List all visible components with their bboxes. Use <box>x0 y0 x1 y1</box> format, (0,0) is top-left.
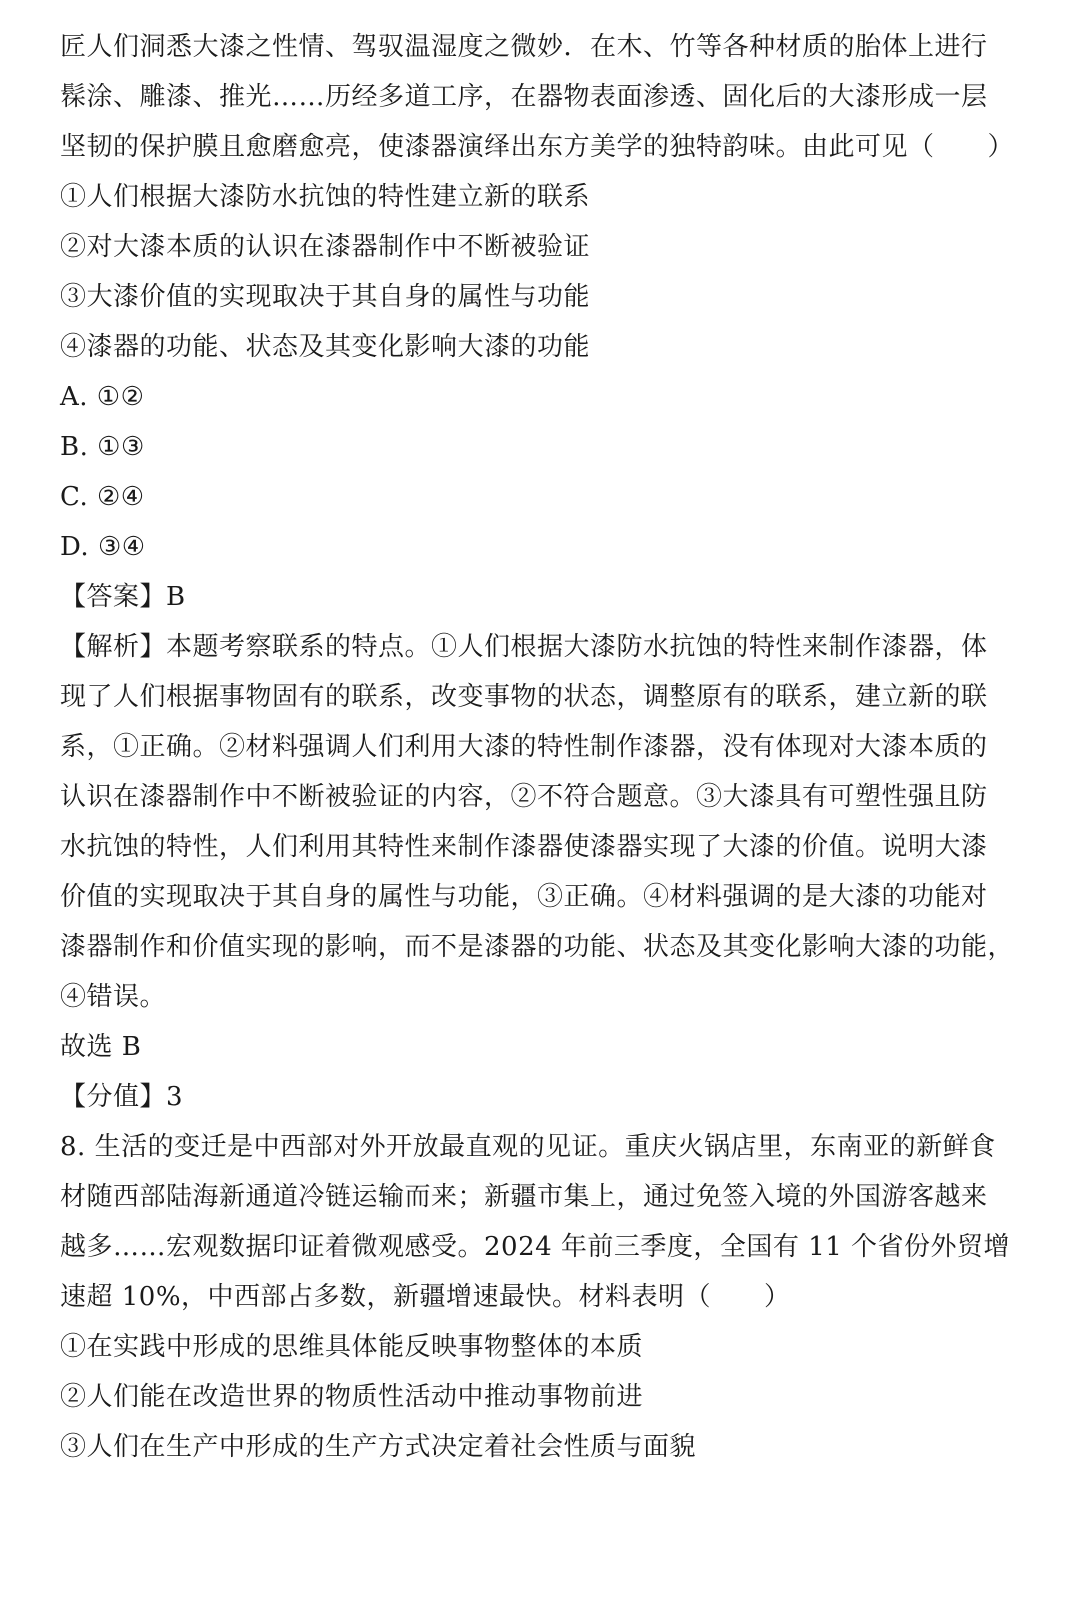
q7-analysis <box>60 622 1015 1022</box>
q7-analysis-line: 现了人们根据事物固有的联系，改变事物的状态，调整原有的联系，建立新的联 <box>60 682 988 712</box>
q8-stem-line: 材随西部陆海新通道冷链运输而来；新疆市集上，通过免签入境的外国游客越来 <box>60 1182 988 1212</box>
q7-statement-4: ④漆器的功能、状态及其变化影响大漆的功能 <box>60 332 591 362</box>
q7-analysis-line: 水抗蚀的特性，人们利用其特性来制作漆器使漆器实现了大漆的价值。说明大漆 <box>60 832 988 862</box>
q8-stem-line: 8. 生活的变迁是中西部对外开放最直观的见证。重庆火锅店里，东南亚的新鲜食 <box>60 1132 996 1162</box>
q7-statement-1: ①人们根据大漆防水抗蚀的特性建立新的联系 <box>60 182 591 212</box>
q8-statement-3: ③人们在生产中形成的生产方式决定着社会性质与面貌 <box>60 1432 697 1462</box>
q7-analysis-line: ④错误。 <box>60 982 167 1012</box>
q8-stem-line: 速超 10%，中西部占多数，新疆增速最快。材料表明（ ） <box>60 1282 791 1312</box>
document-page <box>60 22 1015 1472</box>
q7-analysis-line: 系，①正确。②材料强调人们利用大漆的特性制作漆器，没有体现对大漆本质的 <box>60 732 988 762</box>
q7-stem-line: 坚韧的保护膜且愈磨愈亮，使漆器演绎出东方美学的独特韵味。由此可见（ ） <box>60 132 1015 162</box>
q7-statement-2: ②对大漆本质的认识在漆器制作中不断被验证 <box>60 232 591 262</box>
q7-option-a: A. ①② <box>60 382 145 412</box>
q7-analysis-line: 漆器制作和价值实现的影响，而不是漆器的功能、状态及其变化影响大漆的功能， <box>60 932 1015 962</box>
q7-statements <box>60 172 960 372</box>
q7-option-d: D. ③④ <box>60 532 146 562</box>
q7-answer: 【答案】B <box>60 582 186 612</box>
q7-stem-line: 髹涂、雕漆、推光……历经多道工序，在器物表面渗透、固化后的大漆形成一层 <box>60 82 988 112</box>
q7-options <box>60 372 960 572</box>
q8-statement-1: ①在实践中形成的思维具体能反映事物整体的本质 <box>60 1332 644 1362</box>
q7-statement-3: ③大漆价值的实现取决于其自身的属性与功能 <box>60 282 591 312</box>
q7-conclusion: 故选 B <box>60 1032 142 1062</box>
q7-analysis-line: 认识在漆器制作中不断被验证的内容，②不符合题意。③大漆具有可塑性强且防 <box>60 782 988 812</box>
q8-statements <box>60 1322 960 1472</box>
q8-statement-2: ②人们能在改造世界的物质性活动中推动事物前进 <box>60 1382 644 1412</box>
q7-analysis-line: 【解析】本题考察联系的特点。①人们根据大漆防水抗蚀的特性来制作漆器，体 <box>60 632 988 662</box>
q7-analysis-line: 价值的实现取决于其自身的属性与功能，③正确。④材料强调的是大漆的功能对 <box>60 882 988 912</box>
q7-score: 【分值】3 <box>60 1082 184 1112</box>
q7-option-c: C. ②④ <box>60 482 145 512</box>
q8-stem <box>60 1122 1011 1322</box>
q7-stem <box>60 22 1015 172</box>
q7-option-b: B. ①③ <box>60 432 145 462</box>
q7-stem-line: 匠人们洞悉大漆之性情、驾驭温湿度之微妙．在木、竹等各种材质的胎体上进行 <box>60 32 988 62</box>
q8-stem-line: 越多……宏观数据印证着微观感受。2024 年前三季度，全国有 11 个省份外贸增 <box>60 1232 1011 1262</box>
